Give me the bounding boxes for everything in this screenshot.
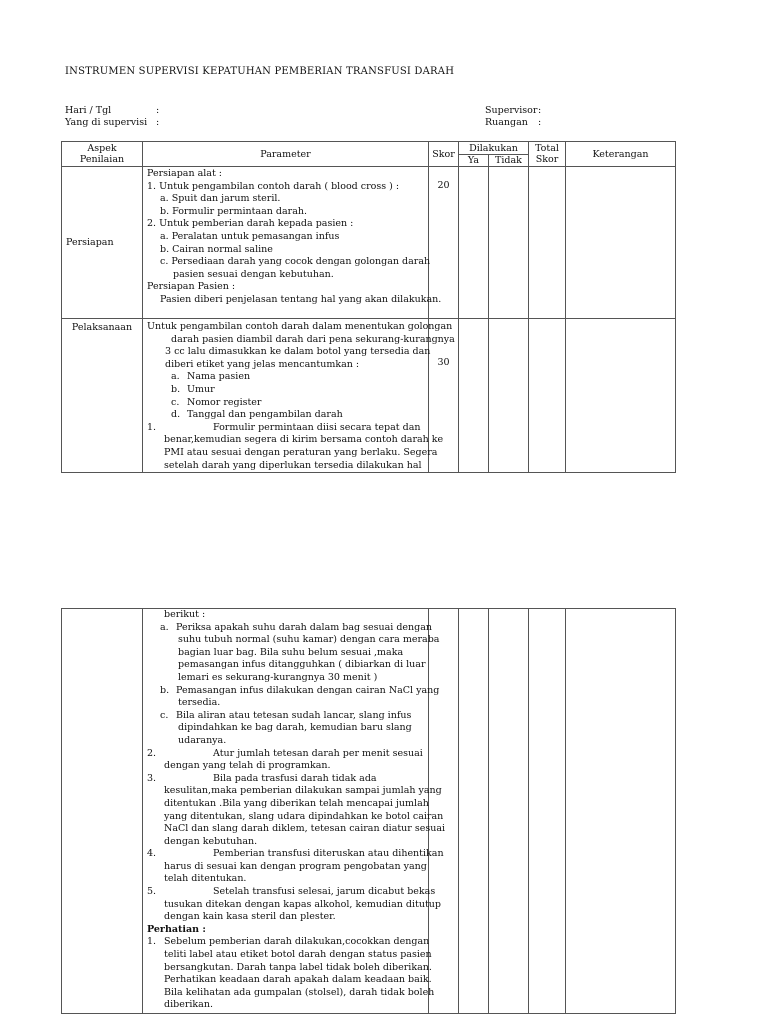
ruangan-colon: :	[538, 117, 542, 128]
param-line: Persiapan alat :	[147, 168, 222, 179]
param-line: diberi etiket yang jelas mencantumkan :	[165, 358, 360, 370]
list-item: 4. Pemberian transfusi diteruskan atau dihentikan	[147, 848, 444, 860]
param-line: tersedia.	[178, 697, 221, 709]
total-skor-header: Total Skor	[529, 142, 566, 167]
param-line: teliti label atau etiket botol darah dengan status pasien	[164, 949, 432, 961]
param-line: harus di sesuai kan dengan program pengobatan yang	[164, 860, 427, 872]
supervisor-label: Supervisor	[485, 105, 538, 116]
param-line: Pasien diberi penjelasan tentang hal yang akan dilakukan.	[160, 293, 442, 305]
list-item: b. Umur	[171, 383, 215, 395]
param-line: 1. Untuk pengambilan contoh darah ( blood cross ) :	[147, 180, 400, 192]
param-line: lemari es sekurang-kurangnya 30 menit )	[178, 671, 378, 683]
param-line: setelah darah yang diperlukan tersedia dilakukan hal	[164, 459, 422, 471]
aspek-header: Aspek Penilaian	[62, 142, 143, 167]
param-line: udaranya.	[178, 734, 227, 746]
param-line: pemasangan infus ditangguhkan ( dibiarkan di luar	[178, 659, 426, 671]
param-line: ditentukan .Bila yang diberikan telah mencapai jumlah	[164, 797, 429, 809]
list-item: a. Periksa apakah suhu darah dalam bag sesuai dengan	[160, 621, 433, 633]
param-line: pasien sesuai dengan kebutuhan.	[173, 268, 334, 280]
param-line: darah pasien diambil darah dari pena sekurang-kurangnya	[171, 333, 455, 345]
list-item: a. Nama pasien	[171, 371, 251, 383]
param-line: benar,kemudian segera di kirim bersama contoh darah ke	[164, 434, 444, 446]
param-line: Bila kelihatan ada gumpalan (stolsel), darah tidak boleh	[164, 986, 435, 998]
aspek-continuation	[62, 609, 143, 1014]
ruangan-label: Ruangan	[485, 117, 528, 128]
dilakukan-header: Dilakukan	[459, 142, 529, 155]
list-item: 5. Setelah transfusi selesai, jarum dicabut bekas	[147, 886, 436, 898]
param-line: NaCl dan slang darah diklem, tetesan cairan diatur sesuai	[164, 823, 446, 835]
param-line: suhu tubuh normal (suhu kamar) dengan cara meraba	[178, 634, 440, 646]
keterangan-pelaksanaan[interactable]	[566, 319, 676, 473]
supervision-table-page-2	[61, 608, 676, 1014]
supervisor-colon: :	[538, 105, 542, 116]
param-line: tusukan ditekan dengan kapas alkohol, kemudian ditutup	[164, 898, 441, 910]
list-item: d. Tanggal dan pengambilan darah	[171, 409, 343, 421]
param-line: a. Spuit dan jarum steril.	[160, 193, 281, 205]
list-item: c. Nomor register	[171, 396, 262, 408]
ya-pelaksanaan[interactable]	[459, 319, 489, 473]
list-item: c. Bila aliran atau tetesan sudah lancar, slang infus	[160, 709, 412, 721]
ya-continuation[interactable]	[459, 609, 489, 1014]
keterangan-persiapan[interactable]	[566, 167, 676, 319]
list-item: 2. Atur jumlah tetesan darah per menit sesuai	[147, 747, 423, 759]
param-line: diberikan.	[164, 999, 213, 1011]
tidak-pelaksanaan[interactable]	[489, 319, 529, 473]
param-line: dengan kebutuhan.	[164, 835, 258, 847]
total-continuation[interactable]	[529, 609, 566, 1014]
param-line: yang ditentukan, slang udara dipindahkan ke botol cairan	[164, 810, 444, 822]
param-line: Persiapan Pasien :	[147, 281, 236, 293]
total-pelaksanaan[interactable]	[529, 319, 566, 473]
param-line: a. Peralatan untuk pemasangan infus	[160, 230, 340, 242]
keterangan-continuation[interactable]	[566, 609, 676, 1014]
supervisee-label: Yang di supervisi	[65, 117, 148, 128]
param-line: dipindahkan ke bag darah, kemudian baru slang	[178, 722, 412, 734]
aspek-pelaksanaan: Pelaksanaan	[62, 319, 143, 473]
list-item: 1. Formulir permintaan diisi secara tepat dan	[147, 421, 421, 433]
param-line: Perhatikan keadaan darah apakah dalam keadaan baik.	[164, 974, 432, 986]
param-line: dengan kain kasa steril dan plester.	[164, 911, 336, 923]
total-persiapan[interactable]	[529, 167, 566, 319]
list-item: b. Pemasangan infus dilakukan dengan cairan NaCl yang	[160, 684, 440, 696]
param-line: berikut :	[164, 609, 206, 620]
tidak-continuation[interactable]	[489, 609, 529, 1014]
perhatian-heading: Perhatian :	[147, 923, 206, 935]
tidak-persiapan[interactable]	[489, 167, 529, 319]
param-line: 2. Untuk pemberian darah kepada pasien :	[147, 218, 354, 230]
param-line: bagian luar bag. Bila suhu belum sesuai ,maka	[178, 646, 404, 658]
param-line: PMI atau sesuai dengan peraturan yang berlaku. Segera	[164, 446, 438, 458]
hari-tgl-colon: :	[156, 105, 160, 116]
supervision-table-page-1	[61, 141, 676, 473]
param-line: c. Persediaan darah yang cocok dengan golongan darah	[160, 256, 431, 268]
param-line: dengan yang telah di programkan.	[164, 760, 331, 772]
ya-header: Ya	[459, 155, 489, 167]
tidak-header: Tidak	[489, 155, 529, 167]
param-line: b. Formulir permintaan darah.	[160, 205, 307, 217]
document-title: INSTRUMEN SUPERVISI KEPATUHAN PEMBERIAN TRANSFUSI DARAH	[65, 66, 455, 77]
param-line: 3 cc lalu dimasukkan ke dalam botol yang tersedia dan	[165, 346, 431, 358]
skor-pelaksanaan: 30	[429, 319, 459, 473]
list-item: 3. Bila pada trasfusi darah tidak ada	[147, 772, 377, 784]
skor-header: Skor	[429, 142, 459, 167]
supervisee-colon: :	[156, 117, 160, 128]
parameter-persiapan	[143, 167, 442, 319]
param-line: bersangkutan. Darah tanpa label tidak boleh diberikan.	[164, 961, 432, 973]
param-line: b. Cairan normal saline	[160, 243, 273, 255]
ya-persiapan[interactable]	[459, 167, 489, 319]
param-line: Untuk pengambilan contoh darah dalam menentukan golongan	[147, 321, 453, 332]
param-line: telah ditentukan.	[164, 873, 247, 885]
parameter-continuation	[143, 609, 446, 1014]
list-item: 1. Sebelum pemberian darah dilakukan,cocokkan dengan	[147, 936, 430, 948]
skor-persiapan: 20	[429, 167, 459, 319]
param-line: kesulitan,maka pemberian dilakukan sampai jumlah yang	[164, 785, 442, 797]
aspek-persiapan: Persiapan	[62, 167, 143, 319]
keterangan-header: Keterangan	[566, 142, 676, 167]
hari-tgl-label: Hari / Tgl	[65, 105, 112, 116]
parameter-header: Parameter	[143, 142, 429, 167]
